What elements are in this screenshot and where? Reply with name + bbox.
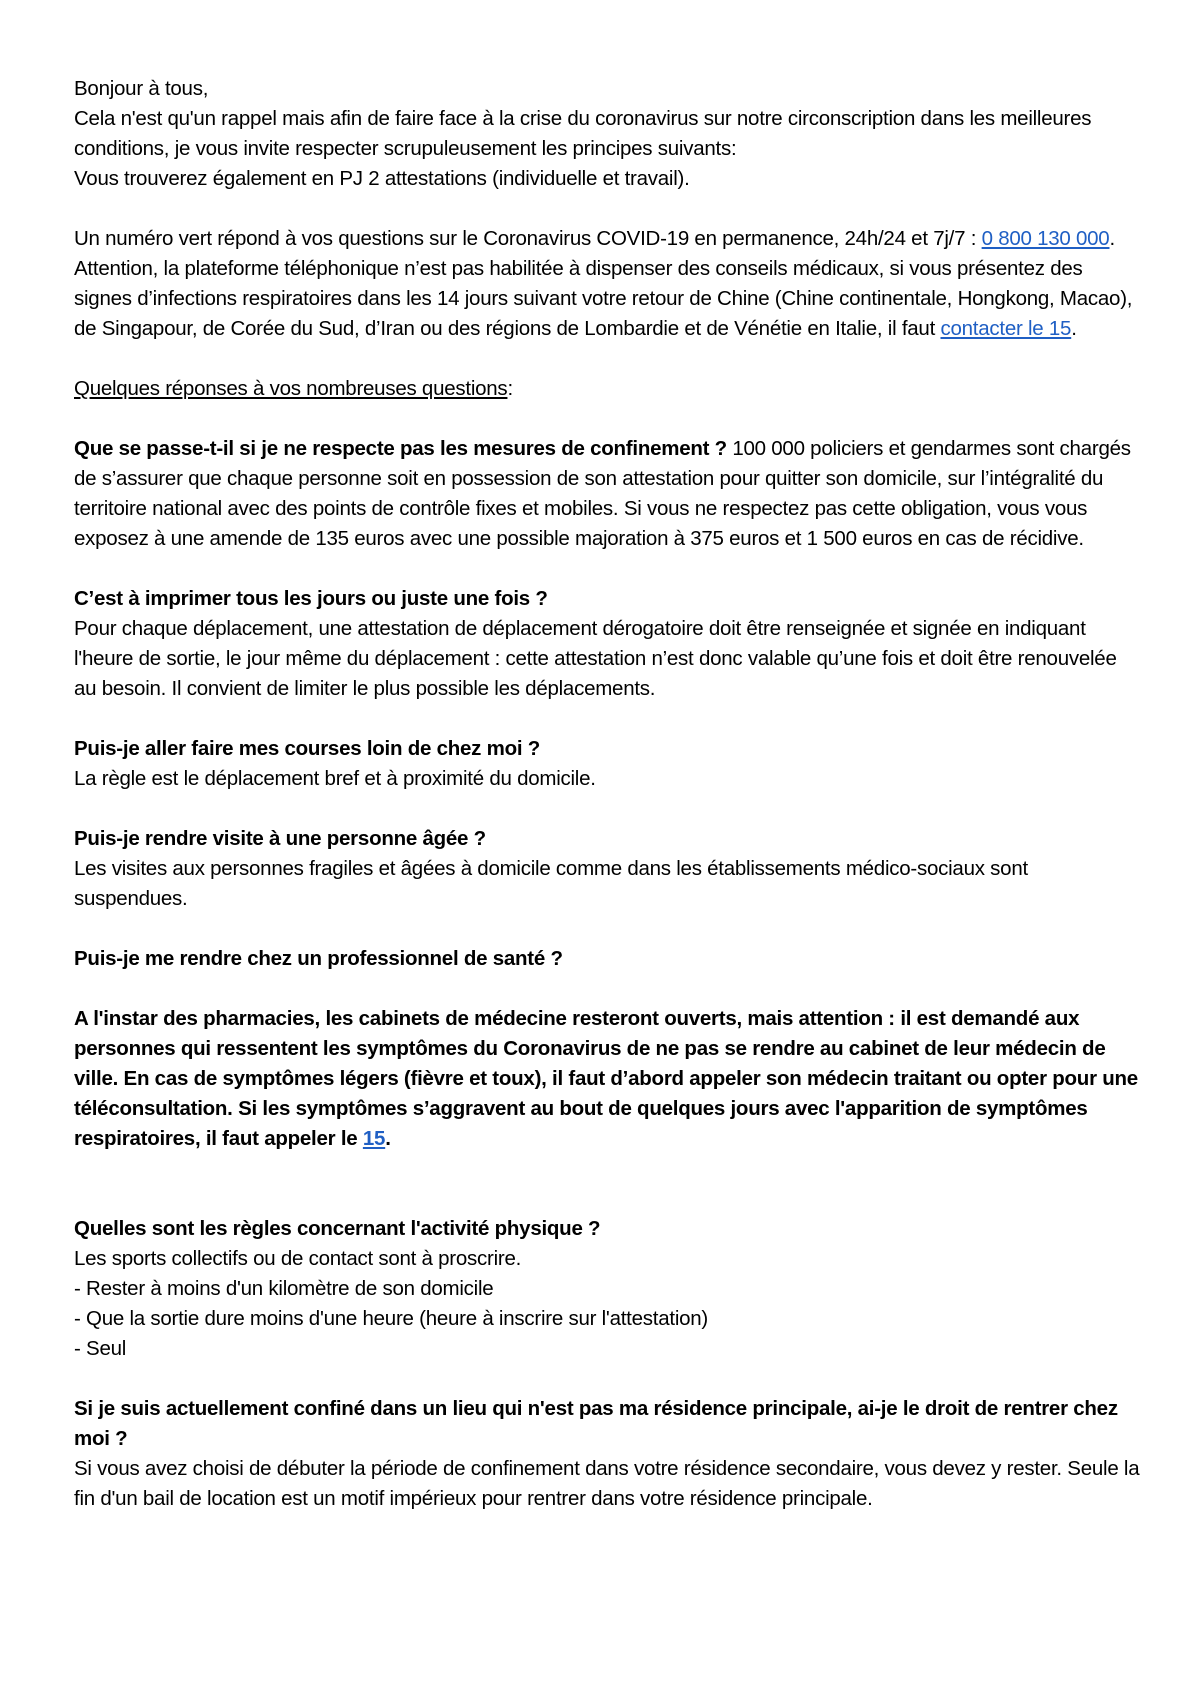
faq-item-confinement	[74, 434, 1144, 554]
spacer	[74, 704, 1144, 734]
spacer	[74, 794, 1144, 824]
faq-question: Si je suis actuellement confiné dans un lieu qui n'est pas ma résidence principale, ai-je le droit de rentrer chez moi ?	[74, 1397, 1118, 1450]
attachments-note: Vous trouverez également en PJ 2 attestations (individuelle et travail).	[74, 167, 690, 190]
faq-question: Puis-je aller faire mes courses loin de chez moi ?	[74, 737, 541, 760]
faq-heading-text: Quelques réponses à vos nombreuses questions	[74, 377, 508, 400]
faq-answer	[74, 1004, 1144, 1154]
spacer	[74, 974, 1144, 1004]
contact-15-link[interactable]: contacter le 15	[940, 317, 1072, 340]
intro-paragraph: Cela n'est qu'un rappel mais afin de faire face à la crise du coronavirus sur notre circonscription dans les meilleures conditions, je vous invite respecter scrupuleusement les principes suivants:	[74, 107, 1092, 160]
list-item: - Rester à moins d'un kilomètre de son domicile	[74, 1277, 494, 1300]
warning-text: Attention, la plateforme téléphonique n’est pas habilitée à dispenser des conseils médicaux, si vous présentez des signes d’infections respiratoires dans les 14 jours suivant votre retour de Chine (Chine continentale, Hongkong, Macao), de Singapour, de Corée du Sud, d’Iran ou des régions de Lombardie et de Vénétie en Italie, il faut	[74, 257, 1133, 340]
faq-answer-text: A l'instar des pharmacies, les cabinets de médecine resteront ouverts, mais attention : il est demandé aux personnes qui ressentent les symptômes du Coronavirus de ne pas se rendre au cabinet de leur médecin de ville. En cas de symptômes légers (fièvre et toux), il faut d’abord appeler son médecin traitant ou opter pour une téléconsultation. Si les symptômes s’aggravent au bout de quelques jours avec l'apparition de symptômes respiratoires, il faut appeler le	[74, 1007, 1138, 1150]
faq-answer: Pour chaque déplacement, une attestation de déplacement dérogatoire doit être renseignée et signée en indiquant l'heure de sortie, le jour même du déplacement : cette attestation n’est donc valable qu’une fois et doit être renouvelée au besoin. Il convient de limiter le plus possible les déplacements.	[74, 617, 1117, 700]
spacer	[74, 194, 1144, 224]
spacer	[74, 914, 1144, 944]
spacer	[74, 554, 1144, 584]
faq-question: Quelles sont les règles concernant l'activité physique ?	[74, 1217, 601, 1240]
faq-question: Puis-je rendre visite à une personne âgée ?	[74, 827, 486, 850]
greeting: Bonjour à tous,	[74, 77, 209, 100]
hotline-number-link[interactable]: 0 800 130 000	[981, 227, 1110, 250]
faq-answer-after: .	[385, 1127, 391, 1150]
warning-after: .	[1071, 317, 1077, 340]
hotline-after: .	[1109, 227, 1115, 250]
faq-answer: Les visites aux personnes fragiles et âgées à domicile comme dans les établissements médico-sociaux sont suspendues.	[74, 857, 1028, 910]
faq-question: C’est à imprimer tous les jours ou juste une fois ?	[74, 587, 548, 610]
faq-heading	[74, 374, 1144, 404]
hotline-text: Un numéro vert répond à vos questions sur le Coronavirus COVID-19 en permanence, 24h/24 et 7j/7 :	[74, 227, 982, 250]
faq-answer: Les sports collectifs ou de contact sont à proscrire.	[74, 1247, 522, 1270]
list-item: - Que la sortie dure moins d'une heure (heure à inscrire sur l'attestation)	[74, 1307, 709, 1330]
list-item: - Seul	[74, 1337, 127, 1360]
spacer	[74, 1364, 1144, 1394]
faq-question: Que se passe-t-il si je ne respecte pas les mesures de confinement ?	[74, 437, 727, 460]
hotline-paragraph	[74, 224, 1144, 254]
faq-answer: La règle est le déplacement bref et à proximité du domicile.	[74, 767, 596, 790]
spacer	[74, 1154, 1144, 1214]
spacer	[74, 344, 1144, 374]
spacer	[74, 404, 1144, 434]
document-body	[74, 74, 1144, 1514]
faq-heading-colon: :	[507, 377, 513, 400]
call-15-link[interactable]: 15	[362, 1127, 386, 1150]
faq-answer: 100 000 policiers et gendarmes sont chargés de s’assurer que chaque personne soit en possession de son attestation pour quitter son domicile, sur l’intégralité du territoire national avec des points de contrôle fixes et mobiles. Si vous ne respectez pas cette obligation, vous vous exposez à une amende de 135 euros avec une possible majoration à 375 euros et 1 500 euros en cas de récidive.	[74, 437, 1131, 550]
warning-paragraph	[74, 254, 1144, 344]
faq-answer: Si vous avez choisi de débuter la période de confinement dans votre résidence secondaire, vous devez y rester. Seule la fin d'un bail de location est un motif impérieux pour rentrer dans votre résidence principale.	[74, 1457, 1140, 1510]
faq-question: Puis-je me rendre chez un professionnel de santé ?	[74, 947, 563, 970]
